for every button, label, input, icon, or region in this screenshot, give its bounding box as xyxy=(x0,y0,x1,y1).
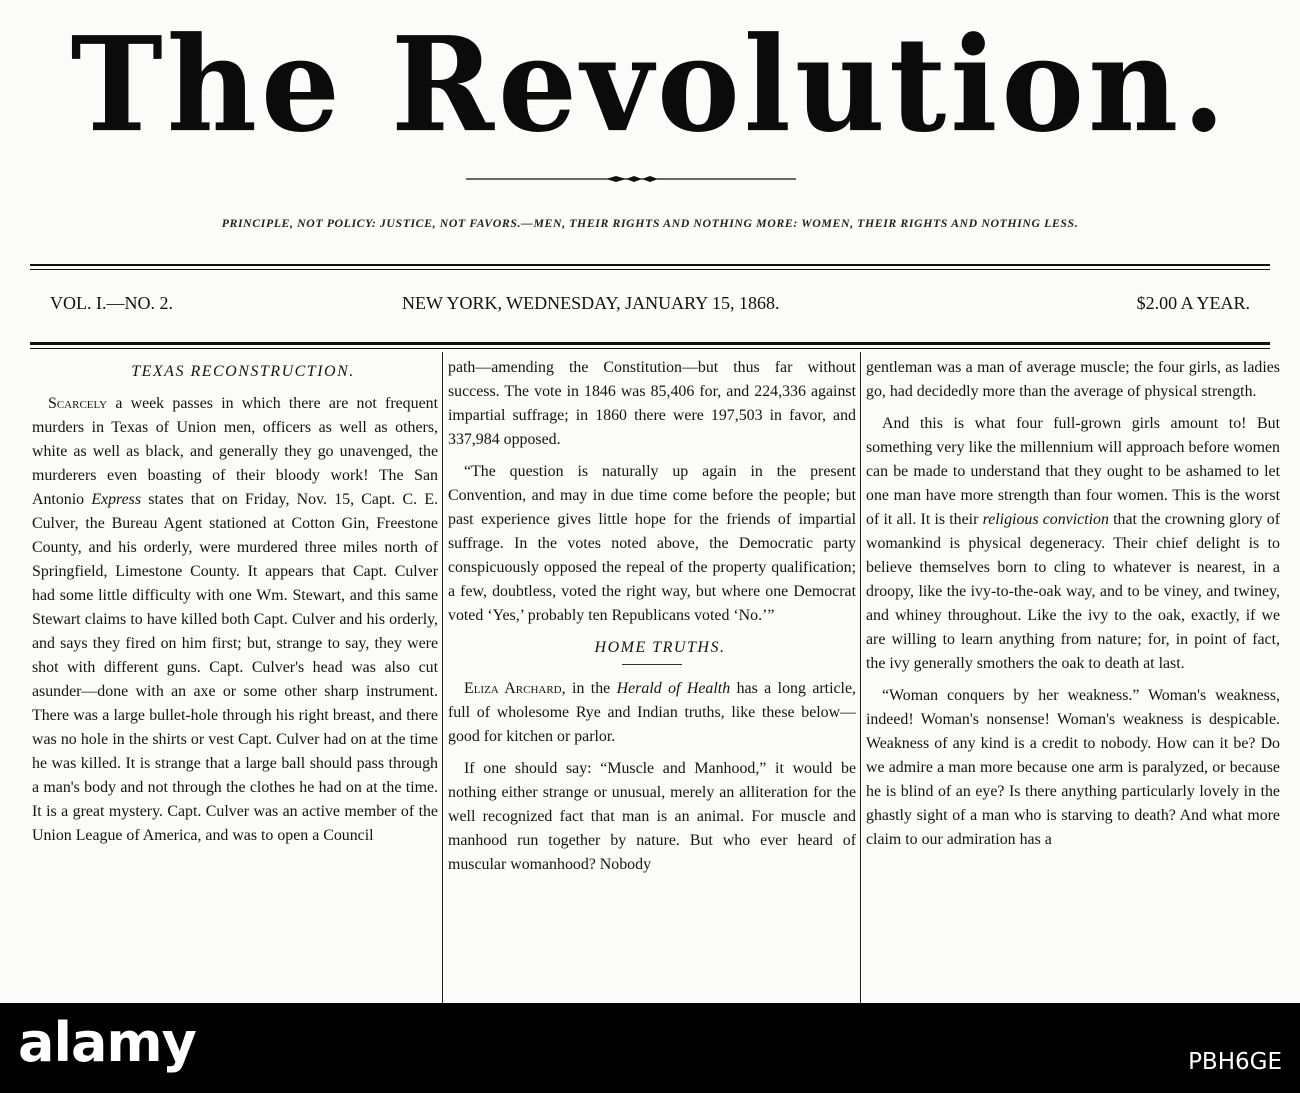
column-1 xyxy=(32,356,438,996)
text-run: has a long article, full of wholesome Rye and Indian truths, like these below—good for kitchen or parlor. xyxy=(448,680,856,745)
volume-number: VOL. I.—NO. 2. xyxy=(50,293,173,313)
subscription-price: $2.00 A YEAR. xyxy=(1136,293,1250,313)
emphasis-text: religious conviction xyxy=(982,511,1109,528)
lead-words: Eliza Archard xyxy=(464,680,562,697)
dateline-rule-thin xyxy=(30,348,1270,349)
text-run: states that on Friday, Nov. 15, Capt. C. E. Culver, the Bureau Agent stationed at Cotton Gin, Freestone County, and his orderly, were murdered three miles north of Springfield, Limestone County. It appears that Capt. Culver had some little difficulty with one Wm. Stewart, and this same Stewart claims to have killed both Capt. Culver and his orderly, and says they fired on him first; but, strange to say, they were shot with different guns. Capt. Culver's head was also cut asunder—done with an axe or some other sharp instrument. There was a large bullet-hole through his right breast, and there was no hole in the shirts or vest Capt. Culver had on at the time he was killed. It is strange that a large ball should pass through a man's body and not through the clothes he had on at the time. It is a great mystery. Capt. Culver was an active member of the Union League of America, and was to open a Council xyxy=(32,491,438,844)
article-paragraph: gentleman was a man of average muscle; the four girls, as ladies go, had decidedly more than the average of physical strength. xyxy=(866,359,1280,400)
article-paragraph: path—amending the Constitution—but thus far without success. The vote in 1846 was 85,406 for, and 224,336 against impartial suffrage; in 1860 there were 197,503 in favor, and 337,984 opposed. xyxy=(448,359,856,448)
top-rule-thin xyxy=(30,269,1270,270)
article-paragraph xyxy=(32,392,438,848)
column-2 xyxy=(448,356,856,996)
publication-name: Express xyxy=(91,491,142,508)
place-and-date: NEW YORK, WEDNESDAY, JANUARY 15, 1868. xyxy=(402,293,780,313)
dateline-rule xyxy=(30,342,1270,345)
stock-logo: alamy xyxy=(18,1011,196,1074)
column-3 xyxy=(866,356,1280,996)
article-paragraph xyxy=(448,677,856,749)
motto: PRINCIPLE, NOT POLICY: JUSTICE, NOT FAVORS.—MEN, THEIR RIGHTS AND NOTHING MORE: WOMEN, THEIR RIGHTS AND NOTHING LESS. xyxy=(221,216,1079,230)
article-paragraph: If one should say: “Muscle and Manhood,” it would be nothing either strange or unusual, merely an alliteration for the well recognized fact that man is an animal. For muscle and manhood run together by nature. But who ever heard of muscular womanhood? Nobody xyxy=(448,760,856,873)
article-paragraph: “Woman conquers by her weakness.” Woman's weakness, indeed! Woman's nonsense! Woman's weakness is despicable. Weakness of any kind is a credit to nobody. How can it be? Do we admire a man more because one arm is paralyzed, or because he is blind of an eye? Is there anything particularly lovely in the ghastly sight of a man who is starving to death? And what more claim to our admiration has a xyxy=(866,687,1280,848)
masthead-title: The Revolution. xyxy=(70,9,1230,162)
text-run: that the crowning glory of womankind is physical degeneracy. Their chief delight is to believe themselves born to cling to whatever is nearest, in a droopy, like the ivy-to-the-oak way, and to be viney, and twiney, and whiney throughout. Like the ivy to the oak, exactly, if we are willing to learn anything from nature; for, in point of fact, the ivy generally smothers the oak to death at last. xyxy=(866,511,1280,672)
text-run: And this is what four full-grown girls amount to! But something very like the millennium will approach before women can be made to understand that they ought to be ashamed to let one man have more strength than four women. This is the worst of it all. It is their xyxy=(866,415,1280,528)
ornament-rule-icon xyxy=(466,176,796,182)
article-paragraph xyxy=(866,412,1280,676)
top-rule xyxy=(30,264,1270,266)
column-divider xyxy=(442,352,443,1003)
text-run: , in the xyxy=(561,680,617,697)
heading-rule xyxy=(622,664,682,665)
masthead xyxy=(0,6,1300,166)
article-heading-home-truths: HOME TRUTHS. xyxy=(594,639,726,656)
lead-words: Scarcely xyxy=(48,395,108,412)
column-divider xyxy=(860,352,861,1003)
watermark-banner xyxy=(0,1003,1300,1093)
publication-name: Herald of Health xyxy=(616,680,731,697)
text-run: a week passes in which there are not frequent murders in Texas of Union men, officers as well as others, white as well as black, and generally they go unavenged, the murderers even boasting of their bloody work! The San Antonio xyxy=(32,395,438,508)
image-id: PBH6GE xyxy=(1188,1049,1282,1075)
article-heading-texas: TEXAS RECONSTRUCTION. xyxy=(131,363,355,380)
article-paragraph: “The question is naturally up again in the present Convention, and may in due time come before the people; but past experience gives little hope for the friends of impartial suffrage. In the votes noted above, the Democratic party conspicuously opposed the repeal of the property qualification; a few, doubtless, voted the right way, but where one Democrat voted ‘Yes,’ probably ten Republicans voted ‘No.’” xyxy=(448,463,856,624)
